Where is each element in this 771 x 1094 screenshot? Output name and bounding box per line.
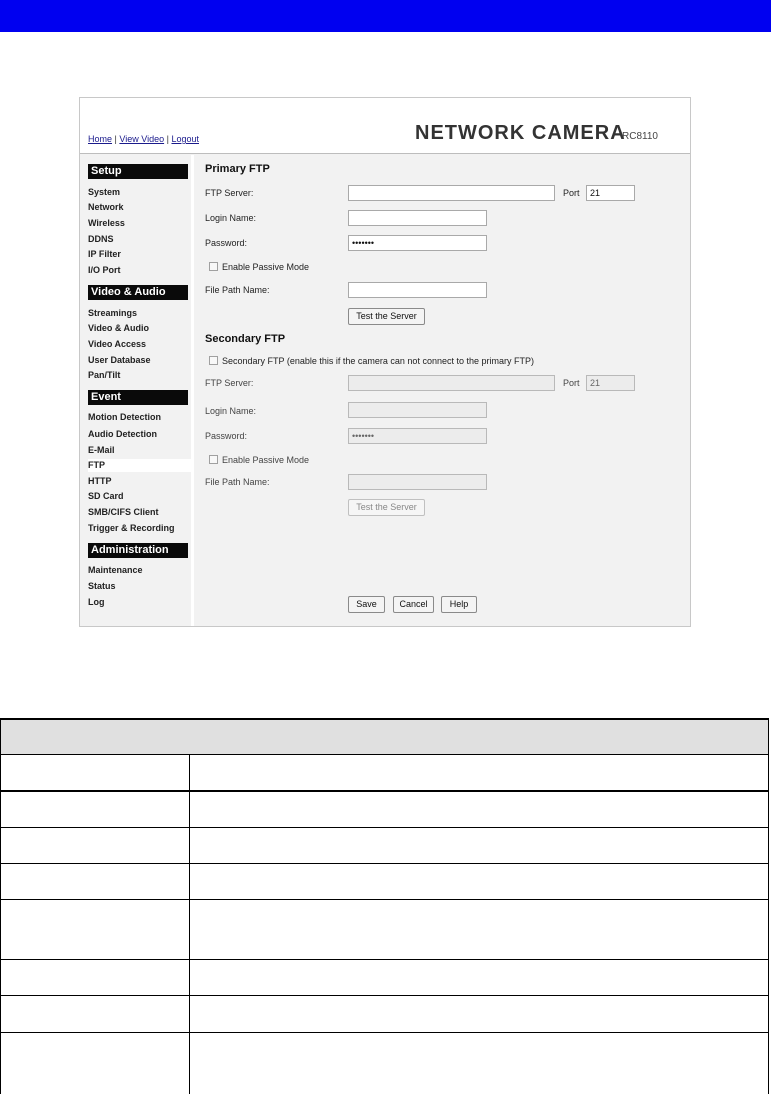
secondary-server-input[interactable] bbox=[348, 375, 555, 391]
sidebar-section-setup: Setup bbox=[88, 164, 188, 179]
secondary-passive-label: Enable Passive Mode bbox=[222, 455, 310, 465]
sidebar-item-email[interactable]: E-Mail bbox=[88, 445, 115, 455]
sidebar-item-trigger-recording[interactable]: Trigger & Recording bbox=[88, 523, 175, 533]
sidebar bbox=[80, 155, 194, 626]
secondary-server-label: FTP Server: bbox=[205, 378, 254, 388]
sidebar-item-audio-detection[interactable]: Audio Detection bbox=[88, 429, 157, 439]
primary-path-input[interactable] bbox=[348, 282, 487, 298]
table-row bbox=[0, 996, 769, 1033]
table-row bbox=[0, 828, 769, 864]
primary-port-label: Port bbox=[563, 188, 580, 198]
primary-port-input[interactable] bbox=[586, 185, 635, 201]
ui-header bbox=[80, 98, 690, 154]
table-row bbox=[0, 1033, 769, 1094]
sidebar-item-ftp[interactable]: FTP bbox=[88, 459, 192, 472]
primary-login-label: Login Name: bbox=[205, 213, 257, 223]
view-video-link[interactable]: View Video bbox=[119, 134, 165, 144]
primary-passive-label: Enable Passive Mode bbox=[222, 262, 310, 272]
secondary-test-server-button[interactable]: Test the Server bbox=[348, 499, 425, 516]
table-row bbox=[0, 755, 769, 792]
sidebar-item-ip-filter[interactable]: IP Filter bbox=[88, 249, 121, 259]
help-button[interactable]: Help bbox=[441, 596, 477, 613]
secondary-path-input[interactable] bbox=[348, 474, 487, 490]
table-row bbox=[0, 960, 769, 996]
secondary-login-input[interactable] bbox=[348, 402, 487, 418]
save-button[interactable]: Save bbox=[348, 596, 385, 613]
sidebar-item-motion-detection[interactable]: Motion Detection bbox=[88, 412, 161, 422]
table-row bbox=[0, 792, 769, 828]
brand-title: NETWORK CAMERA bbox=[415, 122, 626, 144]
table-row bbox=[0, 900, 769, 960]
sidebar-item-smb-cifs-client[interactable]: SMB/CIFS Client bbox=[88, 507, 159, 517]
primary-login-input[interactable] bbox=[348, 210, 487, 226]
sidebar-item-ddns[interactable]: DDNS bbox=[88, 234, 114, 244]
logout-link[interactable]: Logout bbox=[171, 134, 199, 144]
table-header-row bbox=[0, 718, 769, 755]
sidebar-item-sd-card[interactable]: SD Card bbox=[88, 491, 124, 501]
secondary-port-input[interactable] bbox=[586, 375, 635, 391]
primary-password-input[interactable] bbox=[348, 235, 487, 251]
top-nav bbox=[88, 134, 199, 144]
ftp-settings-panel bbox=[197, 155, 690, 626]
sidebar-item-maintenance[interactable]: Maintenance bbox=[88, 565, 143, 575]
sidebar-section-administration: Administration bbox=[88, 543, 188, 558]
secondary-path-label: File Path Name: bbox=[205, 477, 270, 487]
home-link[interactable]: Home bbox=[88, 134, 113, 144]
cancel-button[interactable]: Cancel bbox=[393, 596, 434, 613]
primary-passive-checkbox[interactable] bbox=[209, 262, 218, 271]
model-number: RC8110 bbox=[622, 131, 658, 142]
sidebar-section-event: Event bbox=[88, 390, 188, 405]
sidebar-item-io-port[interactable]: I/O Port bbox=[88, 265, 121, 275]
secondary-ftp-title: Secondary FTP bbox=[205, 333, 286, 345]
sidebar-item-streamings[interactable]: Streamings bbox=[88, 308, 138, 318]
sidebar-item-video-audio[interactable]: Video & Audio bbox=[88, 323, 150, 333]
secondary-enable-label: Secondary FTP (enable this if the camera can not connect to the primary FTP) bbox=[222, 356, 534, 366]
sidebar-item-wireless[interactable]: Wireless bbox=[88, 218, 125, 228]
sidebar-item-system[interactable]: System bbox=[88, 187, 121, 197]
primary-password-label: Password: bbox=[205, 238, 248, 248]
sidebar-item-pan-tilt[interactable]: Pan/Tilt bbox=[88, 370, 121, 380]
document-header-bar bbox=[0, 0, 771, 32]
nav-separator: | bbox=[114, 134, 117, 144]
secondary-enable-checkbox[interactable] bbox=[209, 356, 218, 365]
sidebar-item-network[interactable]: Network bbox=[88, 202, 124, 212]
secondary-password-label: Password: bbox=[205, 431, 248, 441]
secondary-passive-checkbox[interactable] bbox=[209, 455, 218, 464]
primary-ftp-title: Primary FTP bbox=[205, 163, 270, 175]
sidebar-item-user-database[interactable]: User Database bbox=[88, 355, 151, 365]
sidebar-section-video-audio: Video & Audio bbox=[88, 285, 188, 300]
table-row bbox=[0, 864, 769, 900]
sidebar-item-video-access[interactable]: Video Access bbox=[88, 339, 147, 349]
camera-web-ui bbox=[79, 97, 691, 627]
secondary-port-label: Port bbox=[563, 378, 580, 388]
sidebar-item-http[interactable]: HTTP bbox=[88, 476, 112, 486]
primary-test-server-button[interactable]: Test the Server bbox=[348, 308, 425, 325]
sidebar-item-status[interactable]: Status bbox=[88, 581, 116, 591]
primary-path-label: File Path Name: bbox=[205, 285, 270, 295]
sidebar-item-log[interactable]: Log bbox=[88, 597, 105, 607]
secondary-login-label: Login Name: bbox=[205, 406, 257, 416]
secondary-password-input[interactable] bbox=[348, 428, 487, 444]
primary-server-label: FTP Server: bbox=[205, 188, 254, 198]
nav-separator: | bbox=[166, 134, 169, 144]
primary-server-input[interactable] bbox=[348, 185, 555, 201]
